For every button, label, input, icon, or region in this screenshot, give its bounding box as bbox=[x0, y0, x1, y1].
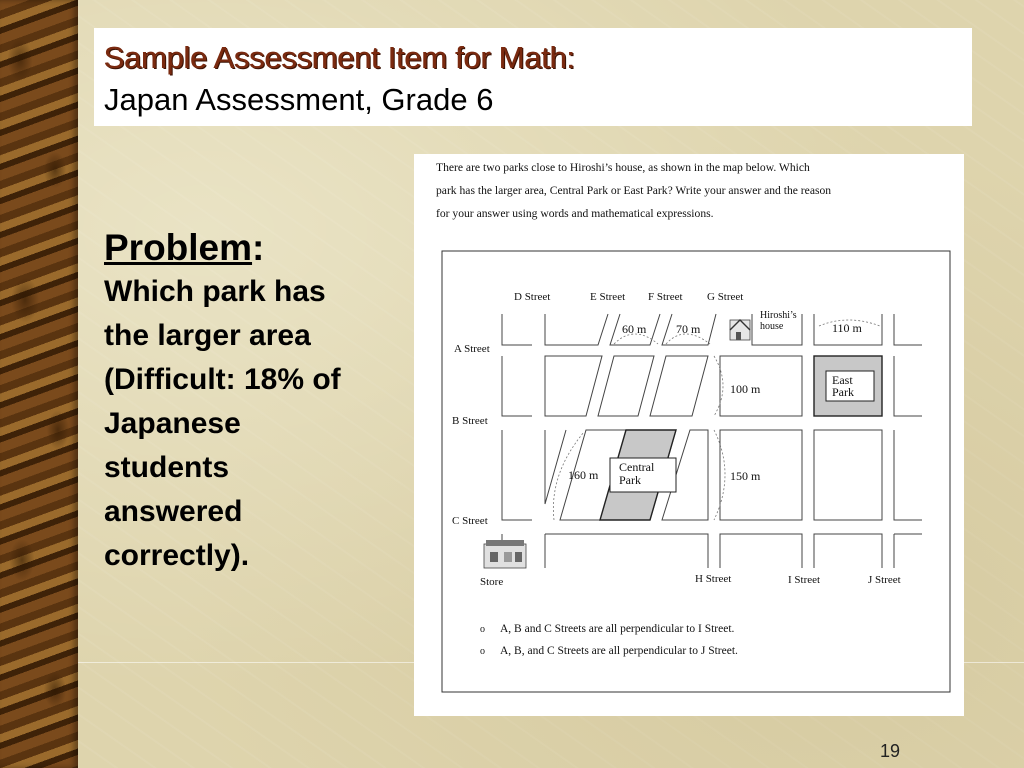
store-label: Store bbox=[480, 576, 504, 588]
store-icon bbox=[484, 540, 526, 568]
street-label-j: J Street bbox=[868, 574, 901, 586]
question-line: for your answer using words and mathematical expressions. bbox=[436, 207, 714, 220]
problem-heading bbox=[104, 226, 394, 270]
east-park-label: East bbox=[832, 373, 853, 387]
dimension-label-160m: 160 m bbox=[568, 468, 599, 482]
house-icon bbox=[730, 320, 750, 340]
page-number: 19 bbox=[880, 741, 901, 761]
street-label-a: A Street bbox=[454, 343, 490, 355]
east-park-label: Park bbox=[832, 385, 854, 399]
slide-subtitle: Japan Assessment, Grade 6 bbox=[104, 82, 494, 117]
street-label-i: I Street bbox=[788, 574, 821, 586]
question-line: There are two parks close to Hiroshi’s house, as shown in the map below. Which bbox=[436, 161, 810, 174]
street-label-h: H Street bbox=[695, 573, 732, 585]
problem-label: Problem bbox=[104, 227, 253, 268]
central-park-label: Central bbox=[619, 460, 655, 474]
street-label-d: D Street bbox=[514, 291, 551, 303]
question-line: park has the larger area, Central Park or East Park? Write your answer and the reason bbox=[436, 184, 832, 197]
map-note: A, B, and C Streets are all perpendicular to J Street. bbox=[500, 645, 738, 657]
dimension-label-150m: 150 m bbox=[730, 469, 761, 483]
street-label-f: F Street bbox=[648, 291, 683, 303]
slide-title: Sample Assessment Item for Math: bbox=[104, 40, 576, 75]
map-blocks-lower-row bbox=[502, 430, 922, 520]
title-box bbox=[94, 28, 972, 126]
bullet-icon: o bbox=[480, 646, 485, 657]
dimension-label-60m: 60 m bbox=[622, 322, 647, 336]
dimension-label-70m: 70 m bbox=[676, 322, 701, 336]
decorative-side-strip bbox=[0, 0, 78, 768]
dimension-arcs bbox=[553, 320, 880, 520]
house-label: Hiroshi’s bbox=[760, 310, 797, 321]
map-blocks-bottom-row bbox=[502, 534, 922, 568]
map-note: A, B and C Streets are all perpendicular to I Street. bbox=[500, 623, 735, 635]
house-label: house bbox=[760, 321, 784, 332]
dimension-label-100m: 100 m bbox=[730, 382, 761, 396]
park-map bbox=[414, 154, 964, 716]
bullet-icon: o bbox=[480, 624, 485, 635]
central-park-label: Park bbox=[619, 473, 641, 487]
street-label-e: E Street bbox=[590, 291, 626, 303]
problem-text-block bbox=[104, 226, 394, 578]
problem-colon: : bbox=[252, 227, 265, 268]
street-label-c: C Street bbox=[452, 515, 488, 527]
street-label-b: B Street bbox=[452, 415, 488, 427]
street-label-g: G Street bbox=[707, 291, 744, 303]
dimension-label-110m: 110 m bbox=[832, 321, 862, 335]
assessment-item-image bbox=[414, 154, 964, 716]
problem-description: Which park has the larger area (Difficult: 18% of Japanese students answered correctly). bbox=[104, 275, 341, 572]
